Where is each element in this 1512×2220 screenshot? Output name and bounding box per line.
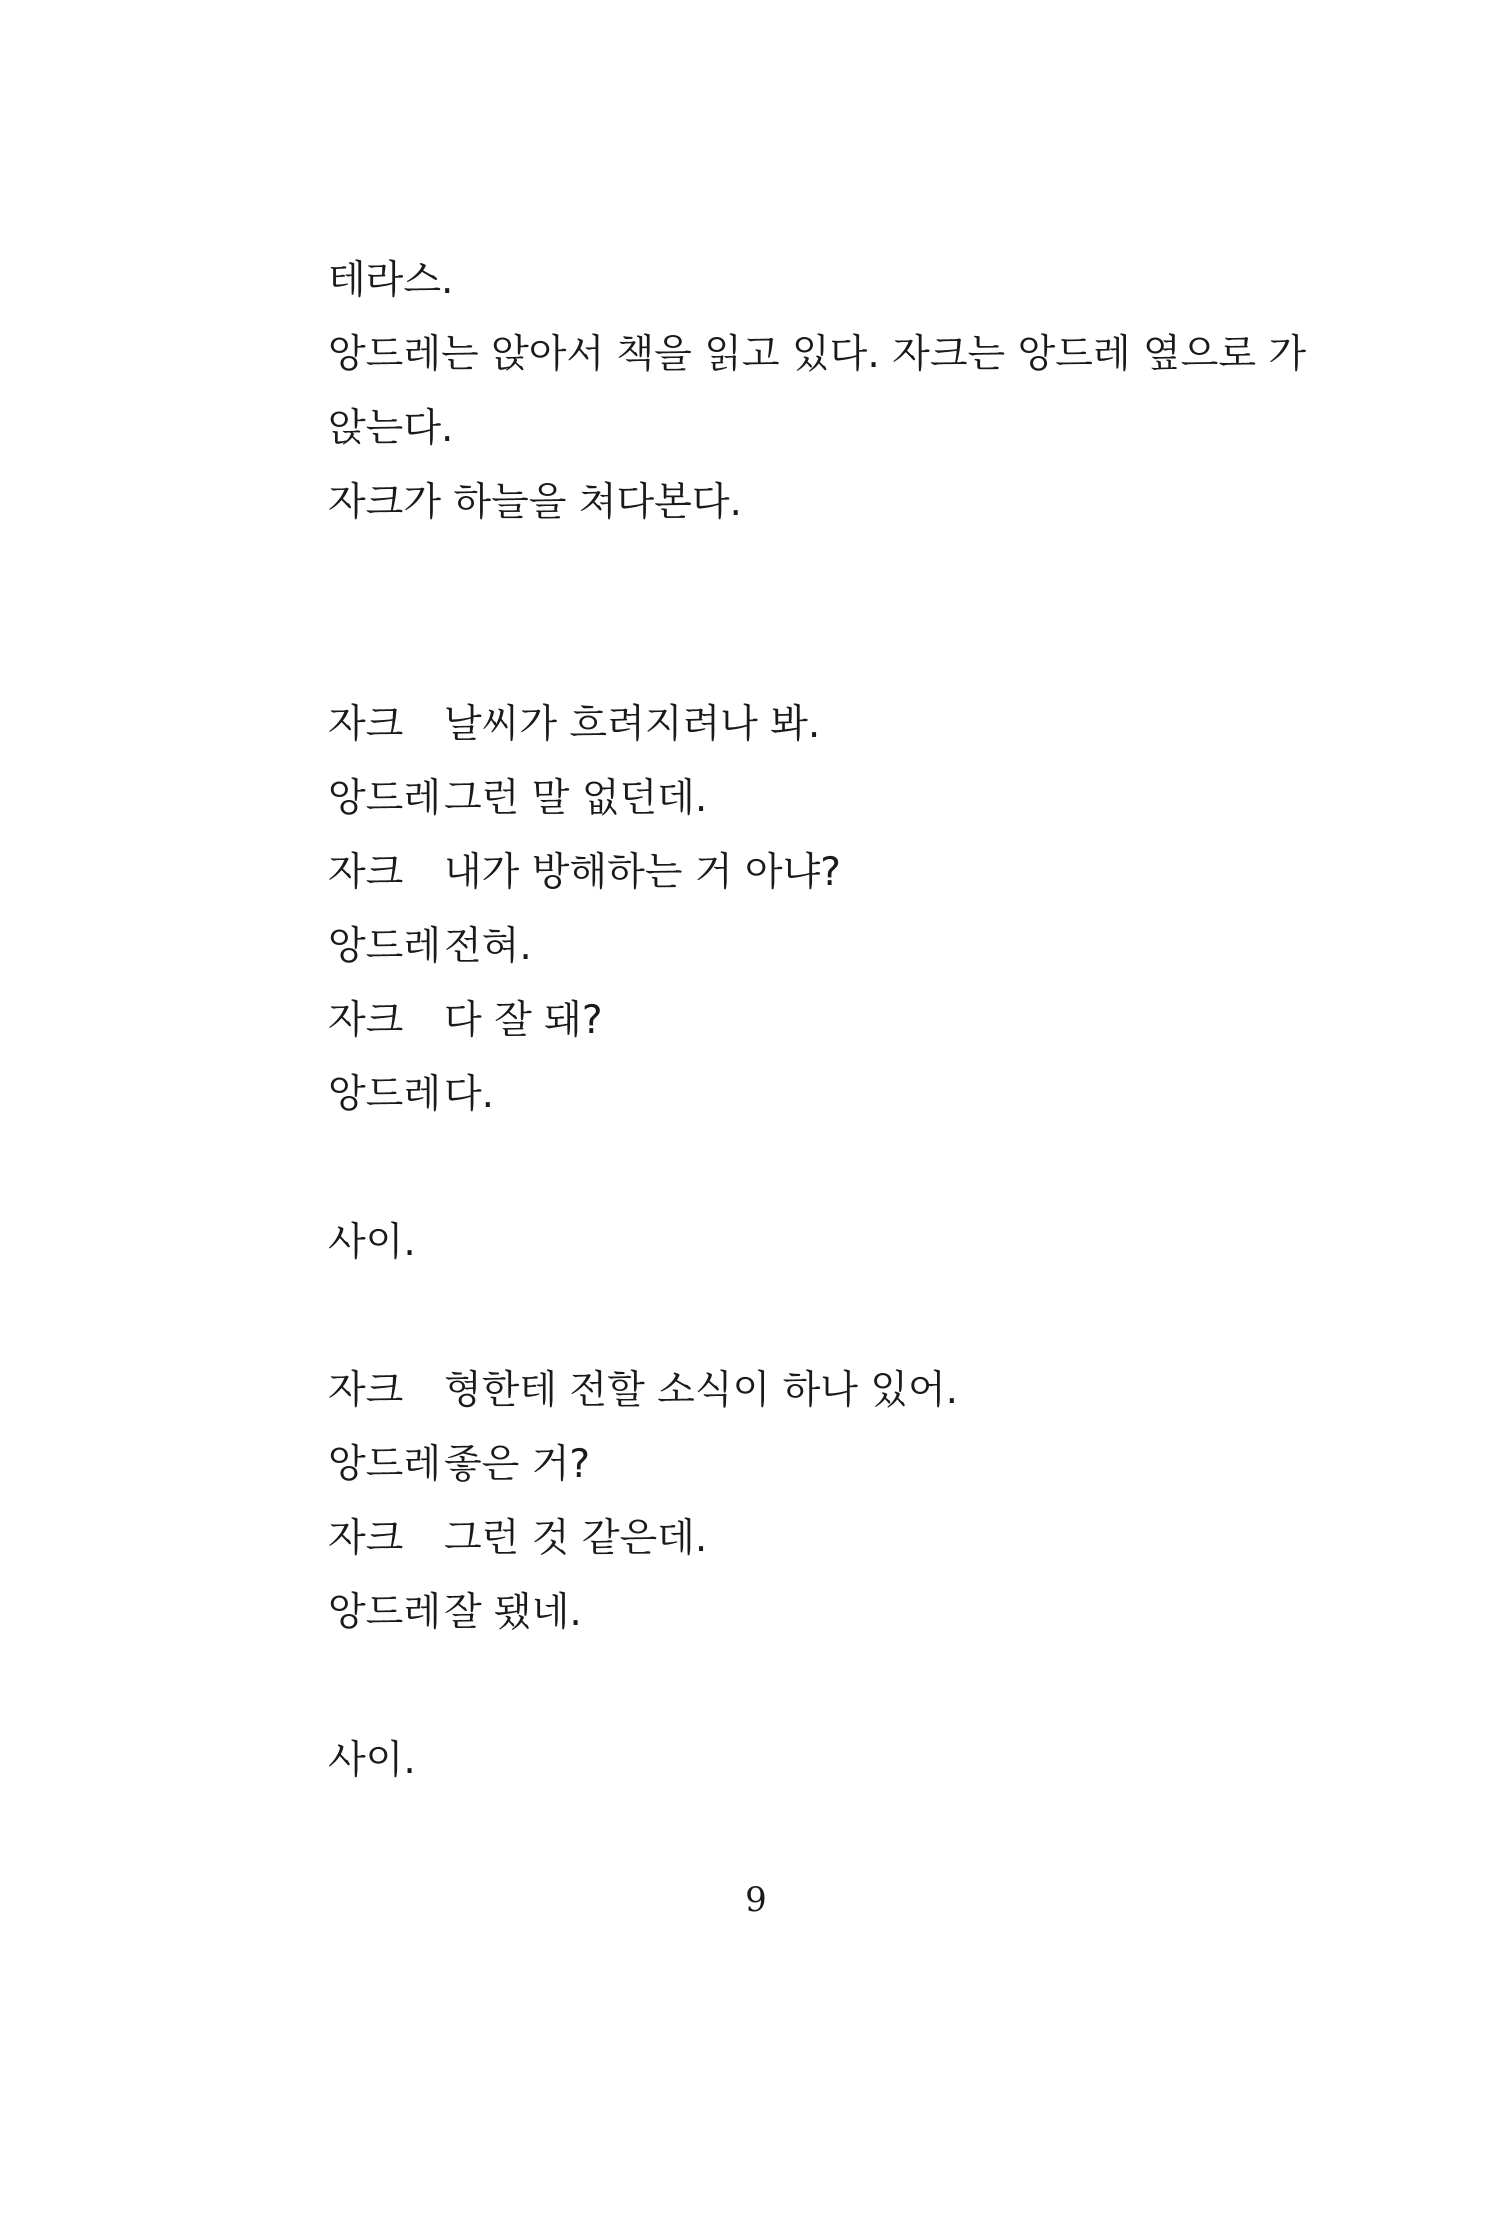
stage-directions [328,244,1307,540]
speaker-name: 자크 [328,998,404,1043]
speaker-name: 앙드레 [328,1590,442,1635]
dialogue-line [328,1428,1288,1502]
dialogue-text: 그런 말 없던데. [444,776,708,821]
dialogue-text: 날씨가 흐려지려나 봐. [444,702,821,747]
dialogue-text: 다. [444,1072,495,1117]
dialogue-line [328,688,1288,762]
speaker-name: 자크 [328,850,404,895]
speaker-name: 앙드레 [328,776,442,821]
pause-direction [328,1206,1288,1280]
dialogue-text: 잘 됐네. [444,1590,582,1635]
stage-direction-line: 자크가 하늘을 쳐다본다. [328,480,742,525]
speaker-name: 앙드레 [328,1442,442,1487]
dialogue-line [328,1354,1288,1428]
speaker-name: 자크 [328,1516,404,1561]
speaker-name: 앙드레 [328,924,442,969]
dialogue-line [328,984,1288,1058]
stage-direction-line: 앉는다. [328,406,454,451]
dialogue-line [328,1058,1288,1132]
dialogue-text: 내가 방해하는 거 아냐? [444,850,841,895]
speaker-name: 자크 [328,1368,404,1413]
pause-text: 사이. [328,1220,416,1265]
dialogue-block-1 [328,688,1288,1132]
dialogue-text: 형한테 전할 소식이 하나 있어. [444,1368,959,1413]
dialogue-text: 전혀. [444,924,532,969]
dialogue-line [328,836,1288,910]
dialogue-line [328,1502,1288,1576]
stage-direction-line: 앙드레는 앉아서 책을 읽고 있다. 자크는 앙드레 옆으로 가 [328,332,1307,377]
dialogue-line [328,910,1288,984]
speaker-name: 자크 [328,702,404,747]
dialogue-text: 그런 것 같은데. [444,1516,708,1561]
pause-text: 사이. [328,1738,416,1783]
dialogue-line [328,1576,1288,1650]
dialogue-block-2 [328,1354,1288,1650]
dialogue-text: 다 잘 돼? [444,998,603,1043]
speaker-name: 앙드레 [328,1072,442,1117]
stage-direction-line: 테라스. [328,258,454,303]
pause-direction [328,1724,1288,1798]
dialogue-text: 좋은 거? [444,1442,591,1487]
page-number: 9 [745,1880,767,1920]
dialogue-line [328,762,1288,836]
